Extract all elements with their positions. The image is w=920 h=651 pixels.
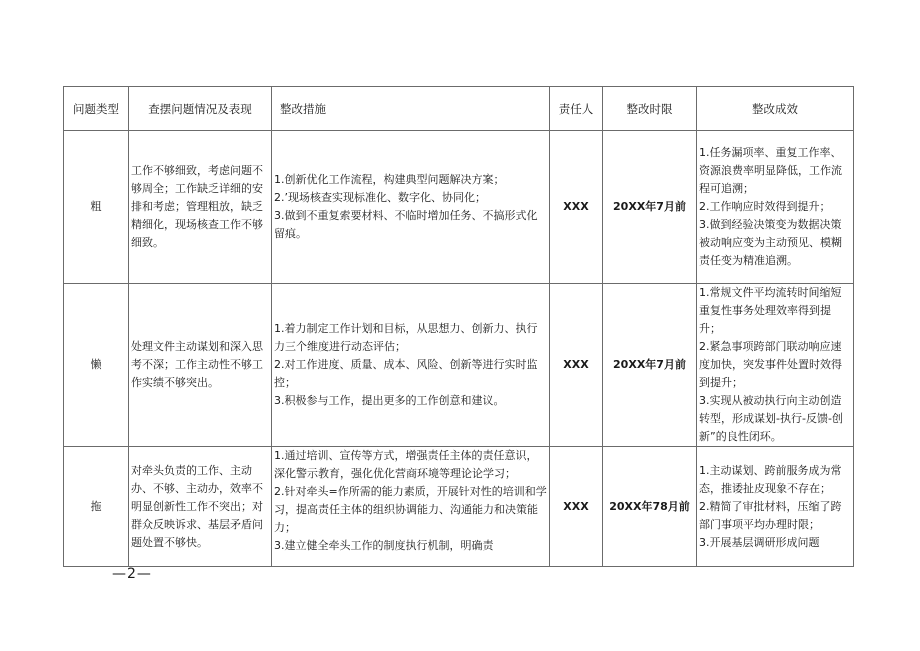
result-item: 1.任务漏项率、重复工作率、资源浪费率明显降低，工作流程可追溯； <box>699 146 842 195</box>
result-item: 1.常规文件平均流转时间缩短重复性事务处理效率得到提升； <box>699 286 842 335</box>
problem-description-cell <box>129 447 272 567</box>
result-item: 2.精简了审批材料，压缩了跨部门事项平均办理时限； <box>699 499 842 531</box>
problem-text: 对牵头负责的工作、主动办、不够、主动办，效率不明显创新性工作不突出；对群众反映诉求、基层矛盾问题处置不够快。 <box>131 463 263 549</box>
problem-text: 工作不够细致，考虑问题不够周全；工作缺乏详细的安排和考虑；管理粗放，缺乏精细化，现场核查工作不够细致。 <box>131 164 263 249</box>
rectification-table <box>63 86 854 567</box>
table-row <box>64 284 854 447</box>
results-cell <box>697 284 854 447</box>
result-item: 2.紧急事项跨部门联动响应速度加快，突发事件处置时效得到提升； <box>699 340 842 389</box>
problem-text: 处理文件主动谋划和深入思考不深；工作主动性不够工作实绩不够突出。 <box>131 340 263 389</box>
header-measures: 整改措施 <box>272 87 550 131</box>
problem-type-cell: 拖 <box>64 447 129 567</box>
results-cell <box>697 447 854 567</box>
measure-item: 3.建立健全牵头工作的制度执行机制，明确责 <box>274 539 494 552</box>
deadline-cell: 20XX年78月前 <box>603 447 697 567</box>
measures-cell <box>272 284 550 447</box>
measure-item: 2.针对牵头=作所需的能力素质，开展针对性的培训和学习，提高责任主体的组织协调能力、沟通能力和决策能力； <box>274 485 547 534</box>
result-item: 3.做到经验决策变为数据决策被动响应变为主动预见、模糊责任变为精准追溯。 <box>699 218 842 267</box>
deadline-cell: 20XX年7月前 <box>603 284 697 447</box>
measures-cell <box>272 447 550 567</box>
results-cell <box>697 131 854 284</box>
problem-type-cell: 粗 <box>64 131 129 284</box>
measure-item: 3.做到不重复索要材料、不临时增加任务、不搞形式化留痕。 <box>274 209 538 240</box>
measure-item: 2.’现场核查实现标准化、数字化、协同化； <box>274 191 486 204</box>
measure-item: 2.对工作进度、质量、成本、风险、创新等进行实时监控； <box>274 358 538 389</box>
table-row <box>64 131 854 284</box>
measure-item: 1.通过培训、宣传等方式，增强责任主体的责任意识，深化警示教育，强化优化营商环境等理论论学习； <box>274 449 538 480</box>
result-item: 3.实现从被动执行向主动创造转型，形成谋划-执行-反馈-创新”的良性闭环。 <box>699 394 843 443</box>
result-item: 1.主动谋划、跨前服务成为常态，推诿扯皮现象不存在； <box>699 463 842 495</box>
deadline-cell: 20XX年7月前 <box>603 131 697 284</box>
measure-item: 1.创新优化工作流程，构建典型问题解决方案； <box>274 173 505 186</box>
header-deadline: 整改时限 <box>603 87 697 131</box>
header-problem-type: 问题类型 <box>64 87 129 131</box>
table-header-row <box>64 87 854 131</box>
table-row <box>64 447 854 567</box>
measure-item: 3.积极参与工作，提出更多的工作创意和建议。 <box>274 394 505 407</box>
header-problem-description: 查摆问题情况及表现 <box>129 87 272 131</box>
problem-description-cell <box>129 131 272 284</box>
measure-item: 1.着力制定工作计划和目标，从思想力、创新力、执行力三个维度进行动态评估； <box>274 322 538 353</box>
header-person: 责任人 <box>550 87 603 131</box>
problem-type-cell: 懒 <box>64 284 129 447</box>
measures-cell <box>272 131 550 284</box>
person-cell: XXX <box>550 131 603 284</box>
problem-description-cell <box>129 284 272 447</box>
result-item: 2.工作响应时效得到提升； <box>699 200 831 213</box>
result-item: 3.开展基层调研形成问题 <box>699 535 820 549</box>
person-cell: XXX <box>550 447 603 567</box>
page-number: —2— <box>112 566 152 582</box>
header-results: 整改成效 <box>697 87 854 131</box>
person-cell: XXX <box>550 284 603 447</box>
